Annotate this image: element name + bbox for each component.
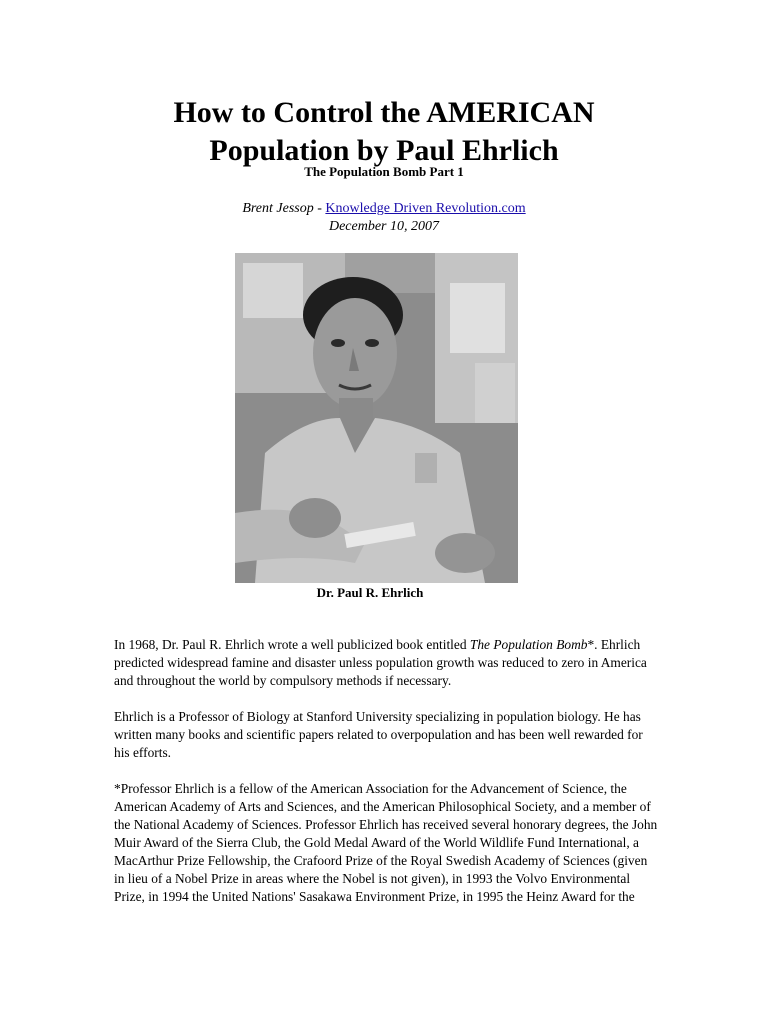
paragraph-1	[114, 636, 659, 690]
paragraph-1-text-b: *. Ehrlich predicted widespread famine and disaster unless population growth was reduced to zero in America and throughout the world by compulsory methods if necessary.	[114, 637, 647, 688]
paragraph-2: Ehrlich is a Professor of Biology at Stanford University specializing in population biology. He has written many books and scientific papers related to overpopulation and has been well rewarded for his efforts.	[114, 709, 643, 760]
publish-date: December 10, 2007	[328, 219, 440, 234]
book-title: The Population Bomb	[469, 637, 588, 652]
paragraph-1-text-a: In 1968, Dr. Paul R. Ehrlich wrote a well publicized book entitled	[114, 637, 470, 652]
byline	[0, 200, 768, 218]
photo-caption: Dr. Paul R. Ehrlich	[316, 585, 424, 600]
page-title-line-1: How to Control the AMERICAN	[173, 96, 595, 129]
paragraph-3: *Professor Ehrlich is a fellow of the American Association for the Advancement of Science, the American Academy of Arts and Sciences, and the American Philosophical Society, and a member of the National Academy of Sciences. Professor Ehrlich has received several honorary degrees, the John Muir Award of the Sierra Club, the Gold Medal Award of the World Wildlife Fund International, a MacArthur Prize Fellowship, the Crafoord Prize of the Royal Swedish Academy of Sciences (given in lieu of a Nobel Prize in areas where the Nobel is not given), in 1993 the Volvo Environmental Prize, in 1994 the United Nations' Sasakawa Environment Prize, in 1995 the Heinz Award for the	[114, 781, 658, 904]
page-title-line-2: Population by Paul Ehrlich	[209, 134, 559, 167]
portrait-photo	[235, 253, 518, 583]
author-name: Brent Jessop -	[242, 201, 326, 216]
subtitle: The Population Bomb Part 1	[304, 164, 464, 179]
source-link[interactable]: Knowledge Driven Revolution.com	[325, 201, 526, 216]
